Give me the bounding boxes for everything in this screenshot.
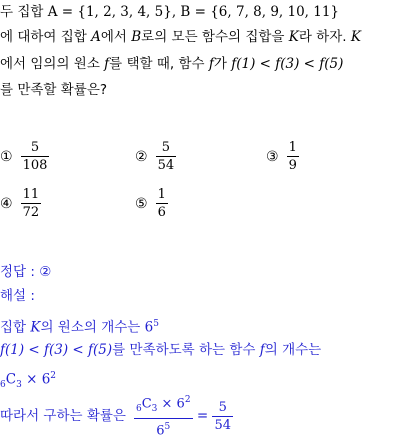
fraction-bar [212,416,233,417]
numerator [134,393,193,417]
numerator: 1 [157,187,166,202]
combination-symbol: C [5,371,17,388]
condition-expression: f(1) < f(3) < f(5) [231,56,344,72]
explanation-heading: 해설 : [0,288,35,304]
power-exponent: 5 [164,422,171,433]
var-f: f [259,342,265,358]
var-k: K [30,319,41,336]
var-f: f [104,56,110,72]
set-b: B = {6, 7, 8, 9, 10, 11} [176,4,340,20]
question-text: 로의 모든 함수의 집합을 [141,29,289,45]
answer-text: 정답 : ② [0,264,52,280]
choice-marker: ④ [0,195,13,212]
result-fraction [212,400,233,433]
condition-expression: f(1) < f(3) < f(5) [0,342,113,358]
product-term: × 6 [21,371,51,388]
choice-marker: ① [0,148,13,165]
choice-5[interactable] [135,187,168,220]
fraction-bar [287,156,299,157]
power-base: 6 [144,319,154,336]
choice-marker: ② [135,148,148,165]
solution-text: 의 개수는 [264,342,322,358]
power-exponent: 5 [153,319,159,329]
power-exponent: 2 [184,395,191,406]
question-text: 에 대하여 집합 [0,29,92,45]
fraction-bar [156,203,168,204]
question-text: 에서 임의의 원소 [0,56,105,72]
fraction-bar [134,418,193,419]
power-base: 6 [156,423,165,439]
power-exponent: 2 [50,371,57,381]
combination-r: 3 [151,404,158,415]
choice-4[interactable] [0,187,41,220]
question-line-4 [0,80,107,100]
denominator: 54 [214,417,231,433]
choice-2[interactable] [135,140,176,173]
var-a: A [91,29,101,45]
choice-1[interactable] [0,140,49,173]
solution-line-4 [0,395,233,439]
question-text: 가 [213,56,232,72]
solution-text: 따라서 구하는 확률은 [0,408,126,424]
choice-fraction [156,187,168,220]
numerator: 11 [22,187,40,202]
fraction-bar [21,203,42,204]
denominator: 6 [157,205,166,220]
var-f: f [208,56,214,72]
solution-text: 의 원소의 개수는 [40,319,145,336]
solution-line-1 [0,314,159,338]
product-term: × 6 [157,396,185,412]
explanation-label [0,286,35,306]
question-text: 에서 [100,29,132,45]
combination-n: 6 [135,404,142,415]
solution-line-3 [0,366,56,395]
numerator: 5 [30,140,40,155]
numerator: 5 [218,399,227,415]
solution-text: 집합 [0,319,31,336]
combination-r: 3 [16,380,22,391]
answer-line [0,262,51,282]
probability-fraction [134,393,193,438]
solution-line-2 [0,340,321,360]
numerator: 1 [288,140,297,155]
var-b: B [131,29,142,45]
solution-text: 를 만족하도록 하는 함수 [112,342,260,358]
choice-fraction [287,140,299,173]
question-line-3 [0,54,343,74]
fraction-bar [156,156,177,157]
choice-marker: ③ [266,148,279,165]
choice-marker: ⑤ [135,195,148,212]
question-line-2 [0,27,361,47]
question-text: 두 집합 [0,4,48,20]
question-text: 를 택할 때, 함수 [109,56,209,72]
choice-3[interactable] [266,140,299,173]
choice-fraction [21,187,42,220]
denominator: 54 [157,158,175,173]
var-k: K [350,29,361,45]
question-text: 라 하자. [298,29,351,45]
denominator: 72 [22,205,40,220]
var-k: K [288,29,299,45]
combination-n: 6 [0,380,6,391]
set-a: A = {1, 2, 3, 4, 5}, [47,4,177,20]
denominator: 108 [22,158,48,173]
question-text: 를 만족할 확률은? [0,82,108,98]
choice-fraction [21,140,50,173]
numerator: 5 [161,140,170,155]
fraction-bar [21,156,50,157]
combination-symbol: C [141,396,152,412]
question-line-1 [0,2,339,22]
denominator: 9 [288,158,297,173]
choice-fraction [156,140,177,173]
equals-sign: = [192,408,213,424]
